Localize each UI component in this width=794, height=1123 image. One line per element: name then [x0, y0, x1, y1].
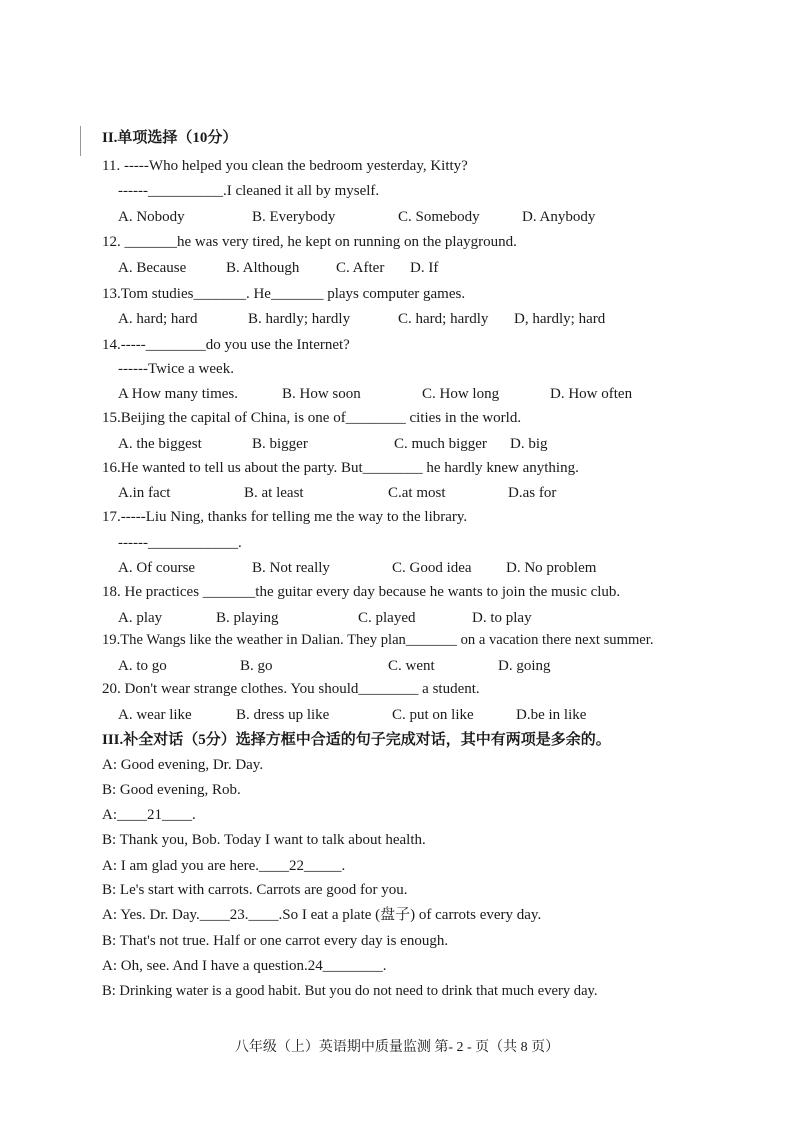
q18-option-d: D. to play: [472, 610, 532, 626]
q12-option-b: B. Although: [226, 260, 300, 276]
q16-option-a: A.in fact: [118, 485, 171, 501]
q14-option-a: A How many times.: [118, 386, 238, 402]
q18-option-a: A. play: [118, 610, 163, 626]
q12-option-a: A. Because: [118, 260, 187, 276]
q18-stem: 18. He practices _______the guitar every day because he wants to join the music club.: [102, 584, 621, 600]
q11-option-b: B. Everybody: [252, 209, 336, 225]
q17-option-d: D. No problem: [506, 560, 597, 576]
q12-option-c: C. After: [336, 260, 385, 276]
q17-answer-line: ------____________.: [118, 535, 242, 551]
q17-option-b: B. Not really: [252, 560, 330, 576]
q14-answer-line: ------Twice a week.: [118, 361, 234, 377]
q20-option-c: C. put on like: [392, 707, 474, 723]
dialogue-line-blank-23: A: Yes. Dr. Day.____23.____.So I eat a plate (盘子) of carrots every day.: [102, 907, 542, 923]
q13-option-c: C. hard; hardly: [398, 311, 489, 327]
q17-stem: 17.-----Liu Ning, thanks for telling me the way to the library.: [102, 509, 468, 525]
q13-option-d: D, hardly; hard: [514, 311, 606, 327]
q11-option-c: C. Somebody: [398, 209, 480, 225]
q19-option-c: C. went: [388, 658, 435, 674]
q11-option-a: A. Nobody: [118, 209, 185, 225]
dialogue-line: B: Thank you, Bob. Today I want to talk about health.: [102, 832, 426, 848]
q20-option-a: A. wear like: [118, 707, 192, 723]
q16-option-d: D.as for: [508, 485, 557, 501]
q16-stem: 16.He wanted to tell us about the party. But________ he hardly knew anything.: [102, 460, 579, 476]
margin-mark: [80, 126, 81, 156]
q12-option-d: D. If: [410, 260, 439, 276]
q11-stem: 11. -----Who helped you clean the bedroom yesterday, Kitty?: [102, 158, 468, 174]
q14-option-b: B. How soon: [282, 386, 361, 402]
dialogue-line: B: Drinking water is a good habit. But you do not need to drink that much every day.: [102, 983, 598, 999]
q18-option-b: B. playing: [216, 610, 279, 626]
q15-option-b: B. bigger: [252, 436, 308, 452]
q20-stem: 20. Don't wear strange clothes. You should________ a student.: [102, 681, 480, 697]
q13-option-a: A. hard; hard: [118, 311, 198, 327]
dialogue-line-blank-22: A: I am glad you are here.____22_____.: [102, 858, 346, 874]
q11-option-d: D. Anybody: [522, 209, 596, 225]
dialogue-line: B: Good evening, Rob.: [102, 782, 241, 798]
dialogue-line: A: Good evening, Dr. Day.: [102, 757, 264, 773]
q12-stem: 12. _______he was very tired, he kept on running on the playground.: [102, 234, 517, 250]
q16-option-c: C.at most: [388, 485, 446, 501]
q19-option-b: B. go: [240, 658, 273, 674]
section2-title: II.单项选择（10分）: [102, 130, 238, 146]
q15-option-d: D. big: [510, 436, 548, 452]
q15-option-a: A. the biggest: [118, 436, 202, 452]
q19-option-a: A. to go: [118, 658, 167, 674]
q18-option-c: C. played: [358, 610, 416, 626]
dialogue-line-blank-24: A: Oh, see. And I have a question.24________.: [102, 958, 387, 974]
dialogue-line: B: Le's start with carrots. Carrots are good for you.: [102, 882, 408, 898]
dialogue-line: B: That's not true. Half or one carrot every day is enough.: [102, 933, 449, 949]
q14-option-c: C. How long: [422, 386, 500, 402]
q19-option-d: D. going: [498, 658, 551, 674]
q14-stem: 14.-----________do you use the Internet?: [102, 337, 350, 353]
q13-option-b: B. hardly; hardly: [248, 311, 351, 327]
q11-answer-line: ------__________.I cleaned it all by myself.: [118, 183, 380, 199]
q15-stem: 15.Beijing the capital of China, is one of________ cities in the world.: [102, 410, 522, 426]
q15-option-c: C. much bigger: [394, 436, 487, 452]
q20-option-b: B. dress up like: [236, 707, 330, 723]
q17-option-a: A. Of course: [118, 560, 196, 576]
section3-title: III.补全对话（5分）选择方框中合适的句子完成对话，其中有两项是多余的。: [102, 732, 611, 748]
q19-stem: 19.The Wangs like the weather in Dalian. They plan_______ on a vacation there next summer.: [102, 632, 654, 648]
q17-option-c: C. Good idea: [392, 560, 472, 576]
dialogue-line-blank-21: A:____21____.: [102, 807, 196, 823]
q14-option-d: D. How often: [550, 386, 633, 402]
page-footer: 八年级（上）英语期中质量监测 第- 2 - 页（共 8 页）: [234, 1040, 560, 1055]
q16-option-b: B. at least: [244, 485, 304, 501]
q13-stem: 13.Tom studies_______. He_______ plays computer games.: [102, 286, 466, 302]
q20-option-d: D.be in like: [516, 707, 587, 723]
